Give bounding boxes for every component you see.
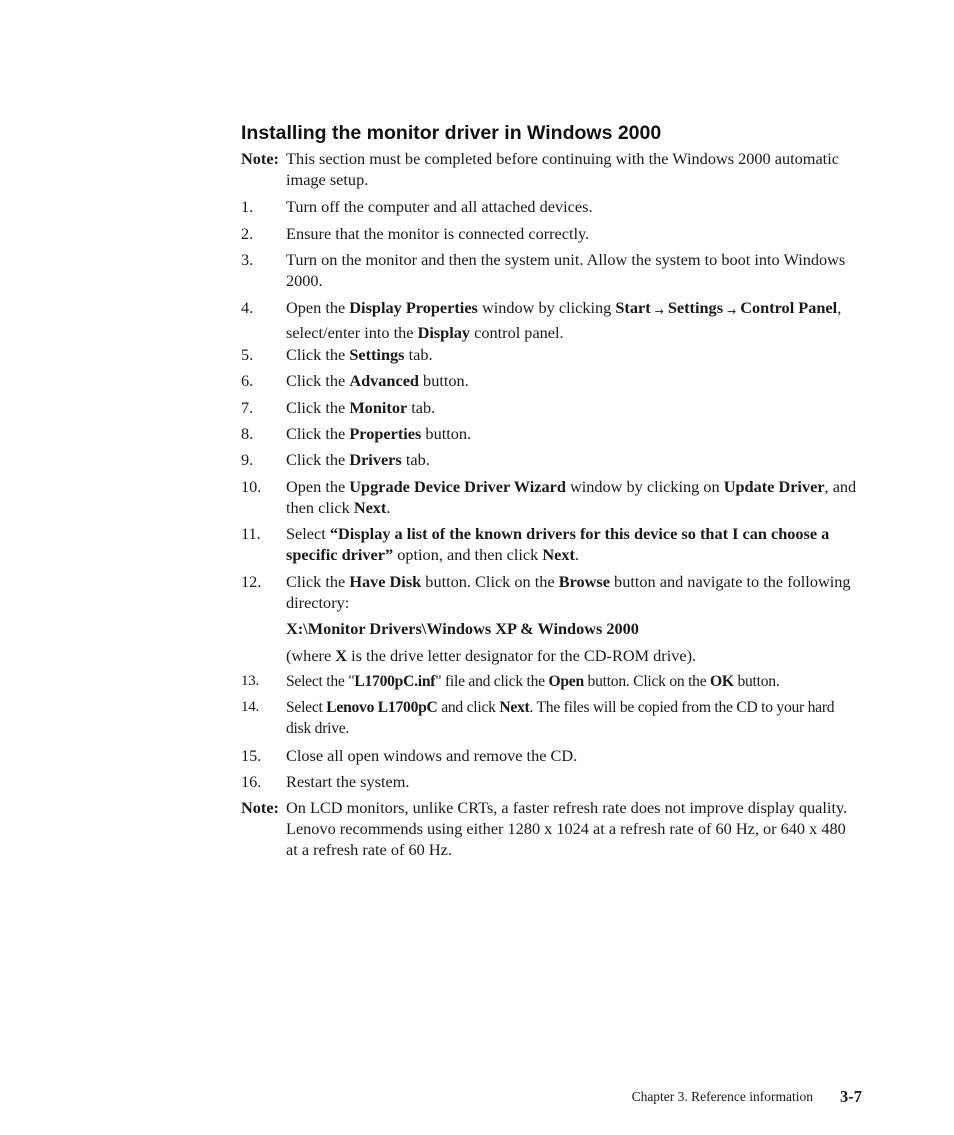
step-number: 14.	[241, 699, 259, 715]
ui-term-settings: Settings	[667, 298, 724, 317]
step-text	[286, 449, 861, 470]
step-number: 5.	[241, 345, 254, 364]
step-number: 7.	[241, 398, 254, 417]
text-run: . The files will be copied from the CD to your hard disk drive.	[286, 699, 835, 737]
list-item-step-1	[241, 196, 861, 217]
step-number: 9.	[241, 450, 254, 469]
ui-term-display: Display	[417, 323, 471, 342]
step-number: 1.	[241, 197, 254, 216]
note-label: Note:	[241, 798, 279, 817]
list-item-step-5	[241, 344, 861, 365]
text-run: .	[574, 545, 579, 564]
chapter-title: Chapter 3. Reference information	[631, 1089, 813, 1104]
ui-term: Browse	[558, 572, 610, 591]
text-run: window by clicking on	[565, 477, 724, 496]
list-item-step-15	[241, 745, 861, 766]
text-run: tab.	[407, 398, 436, 417]
text-run: tab.	[401, 450, 430, 469]
ui-term: Settings	[349, 345, 405, 364]
list-item-step-13	[241, 671, 861, 692]
ui-term: Lenovo L1700pC	[326, 699, 438, 716]
ui-term: Have Disk	[349, 572, 422, 591]
ui-term: Properties	[349, 424, 422, 443]
step-number: 10.	[241, 477, 262, 496]
step-number: 11.	[241, 524, 261, 543]
step-text	[286, 523, 861, 565]
text-run: Click the	[286, 450, 350, 469]
ui-term-start: Start	[615, 298, 651, 317]
list-item-step-4	[241, 297, 861, 343]
text-run: Select the "	[286, 673, 355, 690]
right-arrow-icon: →	[654, 305, 664, 318]
step-number: 2.	[241, 224, 254, 243]
text-run: .	[386, 498, 391, 517]
step-number: 13.	[241, 673, 259, 689]
list-item-step-6	[241, 370, 861, 391]
step-text: Restart the system.	[286, 772, 410, 791]
step-text	[286, 370, 861, 391]
ui-term: Monitor	[349, 398, 408, 417]
text-run: button. Click on the	[421, 572, 559, 591]
step-text: Close all open windows and remove the CD.	[286, 746, 578, 765]
text-run: button.	[733, 673, 780, 690]
ui-term: Open	[548, 673, 584, 690]
note-text: On LCD monitors, unlike CRTs, a faster refresh rate does not improve display quality. Lenovo recommends using either 1280 x 1024 at a refresh rate of 60 Hz, or 640 x 480 at a refresh rate of 60 Hz.	[286, 798, 848, 859]
step-text	[286, 344, 861, 365]
text-run: Select	[286, 524, 330, 543]
page-number: 3-7	[840, 1087, 862, 1106]
text-run: and click	[437, 699, 500, 716]
list-item-step-16	[241, 771, 861, 792]
text-run: is the drive letter designator for the CD-ROM drive).	[347, 646, 697, 665]
text-run: , select/enter into the	[286, 298, 842, 342]
ui-term: Drivers	[349, 450, 402, 469]
step-number: 15.	[241, 746, 262, 765]
step-text: Turn off the computer and all attached devices.	[286, 197, 593, 216]
text-run: , and then click	[286, 477, 857, 517]
text-run: Open the	[286, 477, 350, 496]
directory-path	[286, 618, 866, 639]
step-number: 8.	[241, 424, 254, 443]
path-text: X:\Monitor Drivers\Windows XP & Windows 2000	[286, 619, 639, 638]
text-run: option, and then click	[393, 545, 543, 564]
text-run: " file and click the	[435, 673, 549, 690]
note-label: Note:	[241, 149, 279, 168]
text-run: Open the	[286, 298, 350, 317]
list-item-step-8	[241, 423, 861, 444]
step-number: 12.	[241, 572, 262, 591]
ui-term: OK	[710, 673, 734, 690]
note-2	[241, 797, 861, 860]
ui-term-control-panel: Control Panel	[740, 298, 838, 317]
text-run: button and navigate to the following directory:	[286, 572, 851, 612]
ui-term: “Display a list of the known drivers for this device so that I can choose a specific driver”	[286, 524, 830, 564]
text-run: Click the	[286, 398, 350, 417]
step-text	[286, 476, 861, 518]
note-1	[241, 148, 861, 190]
text-run: Select	[286, 699, 327, 716]
text-run: button.	[418, 371, 469, 390]
list-item-step-14	[241, 697, 861, 739]
text-run: button. Click on the	[583, 673, 711, 690]
drive-letter: X	[335, 646, 348, 665]
text-run: control panel.	[470, 323, 564, 342]
right-arrow-icon: →	[727, 305, 737, 318]
ui-term: Next	[353, 498, 387, 517]
text-run: Click the	[286, 424, 350, 443]
text-run: tab.	[404, 345, 433, 364]
text-run: window by clicking	[477, 298, 616, 317]
list-item-step-3	[241, 249, 861, 291]
step-number: 16.	[241, 772, 262, 791]
ui-term: Update Driver	[723, 477, 825, 496]
step-text	[286, 297, 861, 343]
text-run: Click the	[286, 345, 350, 364]
step-text	[286, 671, 861, 692]
file-name: L1700pC.inf	[354, 673, 436, 690]
text-run: (where	[286, 646, 336, 665]
text-run: Click the	[286, 572, 350, 591]
list-item-step-2	[241, 223, 861, 244]
drive-letter-note	[286, 645, 866, 666]
step-text	[286, 397, 861, 418]
text-run: Click the	[286, 371, 350, 390]
step-number: 4.	[241, 298, 254, 317]
step-number: 3.	[241, 250, 254, 269]
section-title: Installing the monitor driver in Windows 2000	[241, 122, 662, 144]
ui-term: Advanced	[349, 371, 419, 390]
list-item-step-9	[241, 449, 861, 470]
step-text: Turn on the monitor and then the system unit. Allow the system to boot into Windows 2000.	[286, 250, 846, 290]
page-footer	[0, 1087, 954, 1109]
list-item-step-12	[241, 571, 861, 613]
step-text	[286, 697, 861, 739]
list-item-step-7	[241, 397, 861, 418]
ui-term-display-properties: Display Properties	[349, 298, 478, 317]
list-item-step-10	[241, 476, 861, 518]
ui-term: Next	[499, 699, 530, 716]
step-number: 6.	[241, 371, 254, 390]
step-text: Ensure that the monitor is connected correctly.	[286, 224, 590, 243]
note-text: This section must be completed before continuing with the Windows 2000 automatic image setup.	[286, 149, 839, 189]
step-text	[286, 423, 861, 444]
step-text	[286, 571, 861, 613]
ui-term: Upgrade Device Driver Wizard	[349, 477, 566, 496]
text-run: button.	[421, 424, 472, 443]
list-item-step-11	[241, 523, 861, 565]
ui-term: Next	[542, 545, 575, 564]
